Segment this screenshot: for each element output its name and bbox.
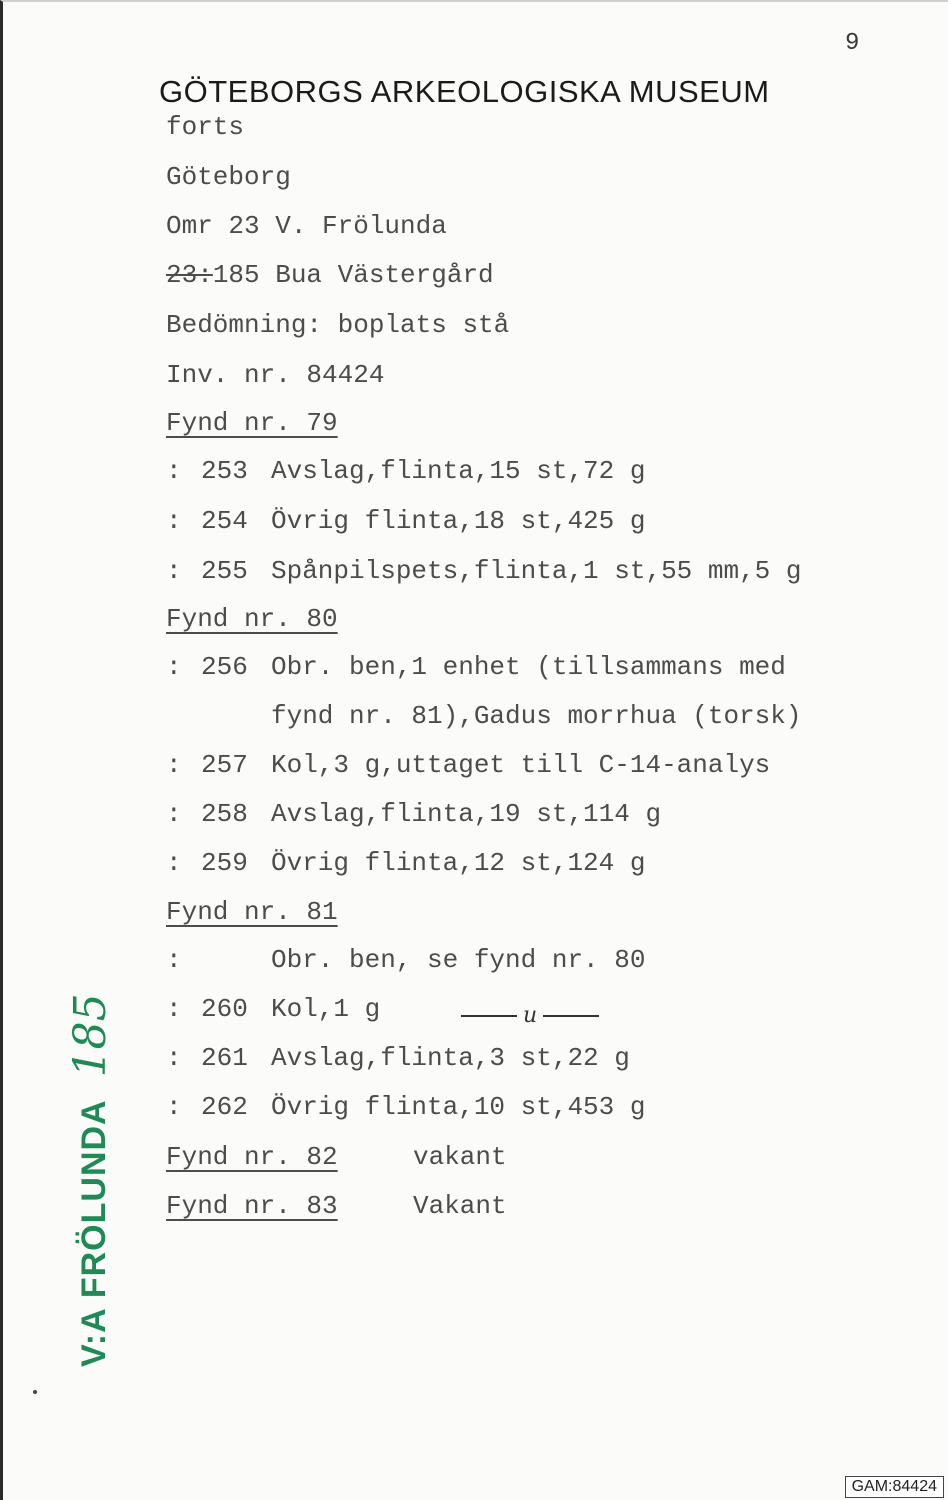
stamp-handwritten-number: 185 [65,993,116,1078]
item-colon: : [166,994,182,1024]
item-colon: : [166,1092,182,1122]
find-item [3,508,948,540]
item-number: 259 [201,848,248,878]
item-number: 261 [201,1043,248,1073]
find-item-continuation [3,703,948,735]
item-description: Avslag,flinta,15 st,72 g [271,456,646,486]
area-line: Omr 23 V. Frölunda [166,211,447,241]
item-number: 258 [201,799,248,829]
site-struck-number: 23: [166,260,213,290]
find-item [3,1045,948,1077]
site-line [166,262,494,288]
item-number: 254 [201,506,248,536]
find-item [3,1094,948,1126]
item-colon: : [166,456,182,486]
find-heading-80: Fynd nr. 80 [166,604,338,634]
item-description: Obr. ben, se fynd nr. 80 [271,945,646,975]
find-item [3,558,948,590]
page-number: 9 [845,30,860,57]
item-number: 257 [201,750,248,780]
item-description: Övrig flinta,18 st,425 g [271,506,646,536]
find-heading-81: Fynd nr. 81 [166,897,338,927]
item-description: Avslag,flinta,3 st,22 g [271,1043,630,1073]
inventory-line: Inv. nr. 84424 [166,360,385,390]
item-description-continuation: fynd nr. 81),Gadus morrhua (torsk) [271,701,802,731]
item-number: 260 [201,994,248,1024]
vacant-note: Vakant [413,1191,507,1221]
find-item [3,850,948,882]
item-colon: : [166,750,182,780]
ditto-mark [455,1003,605,1028]
item-description: Kol,1 g [271,994,381,1024]
ditto-symbol: u [523,1003,538,1028]
find-item [3,458,948,490]
find-item [3,947,948,979]
item-number: 253 [201,456,248,486]
find-item [3,801,948,833]
item-description: Övrig flinta,12 st,124 g [271,848,646,878]
find-heading-83: Fynd nr. 83 [166,1191,338,1221]
find-item [3,654,948,686]
speck [33,1390,37,1394]
item-colon: : [166,556,182,586]
item-colon: : [166,945,182,975]
item-colon: : [166,799,182,829]
stamp-text: V:A FRÖLUNDA [75,1099,113,1367]
item-description: Övrig flinta,10 st,453 g [271,1092,646,1122]
item-description: Obr. ben,1 enhet (tillsammans med [271,652,786,682]
find-heading-82: Fynd nr. 82 [166,1142,338,1172]
assessment-line: Bedömning: boplats stå [166,310,510,340]
item-colon: : [166,506,182,536]
vacant-note: vakant [413,1142,507,1172]
item-number: 256 [201,652,248,682]
item-colon: : [166,848,182,878]
item-number: 262 [201,1092,248,1122]
item-description: Avslag,flinta,19 st,114 g [271,799,662,829]
item-number: 255 [201,556,248,586]
item-colon: : [166,1043,182,1073]
item-description: Kol,3 g,uttaget till C-14-analys [271,750,771,780]
forts-line: forts [166,112,245,142]
item-description: Spånpilspets,flinta,1 st,55 mm,5 g [271,556,802,586]
city-line: Göteborg [166,162,291,192]
museum-name: GÖTEBORGS ARKEOLOGISKA MUSEUM [159,74,770,109]
find-heading-79: Fynd nr. 79 [166,408,338,438]
find-item [3,752,948,784]
site-name: 185 Bua Västergård [212,260,494,290]
location-stamp [65,993,116,1367]
item-colon: : [166,652,182,682]
catalog-id-label: GAM:84424 [845,1476,944,1498]
